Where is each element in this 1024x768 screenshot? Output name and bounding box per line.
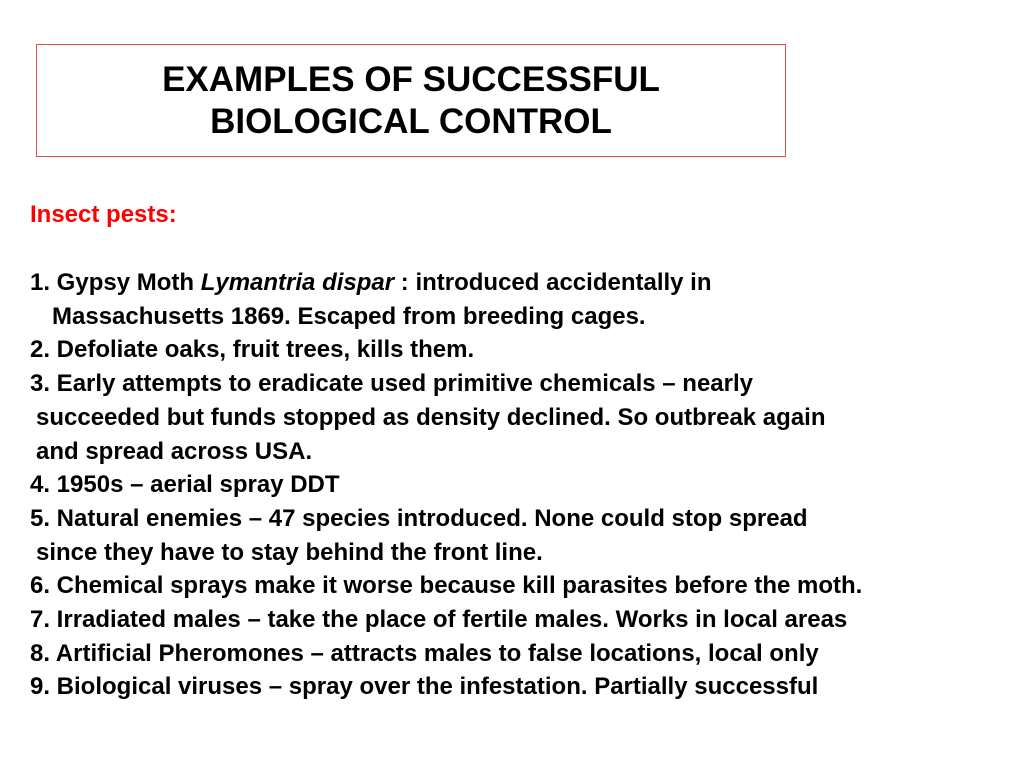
item-1-rest: : introduced accidentally in (394, 269, 712, 296)
list-item-6: 6. Chemical sprays make it worse because kill parasites before the moth. (30, 572, 863, 600)
item-1-species-name: Lymantria dispar (200, 269, 395, 296)
list-item-3-continuation-2: and spread across USA. (36, 437, 313, 465)
list-item-1-continuation: Massachusetts 1869. Escaped from breeding cages. (52, 302, 646, 330)
item-1-prefix: 1. Gypsy Moth (30, 269, 201, 296)
list-item-5: 5. Natural enemies – 47 species introduced. None could stop spread (30, 504, 808, 532)
list-item-7: 7. Irradiated males – take the place of fertile males. Works in local areas (30, 606, 848, 634)
section-subheading: Insect pests: (30, 201, 177, 228)
list-item-3-continuation-1: succeeded but funds stopped as density declined. So outbreak again (36, 403, 826, 431)
list-item-1 (30, 266, 1020, 300)
item-list (30, 266, 1020, 704)
list-item-2: 2. Defoliate oaks, fruit trees, kills them. (30, 336, 475, 364)
list-item-5-continuation: since they have to stay behind the front line. (36, 538, 543, 566)
title-line-2: BIOLOGICAL CONTROL (210, 101, 612, 141)
list-item-3: 3. Early attempts to eradicate used primitive chemicals – nearly (30, 370, 753, 398)
list-item-9: 9. Biological viruses – spray over the infestation. Partially successful (30, 673, 819, 701)
title-box (36, 44, 786, 157)
list-item-4: 4. 1950s – aerial spray DDT (30, 471, 340, 499)
title-line-1: EXAMPLES OF SUCCESSFUL (162, 59, 660, 99)
list-item-8: 8. Artificial Pheromones – attracts males to false locations, local only (30, 639, 819, 667)
